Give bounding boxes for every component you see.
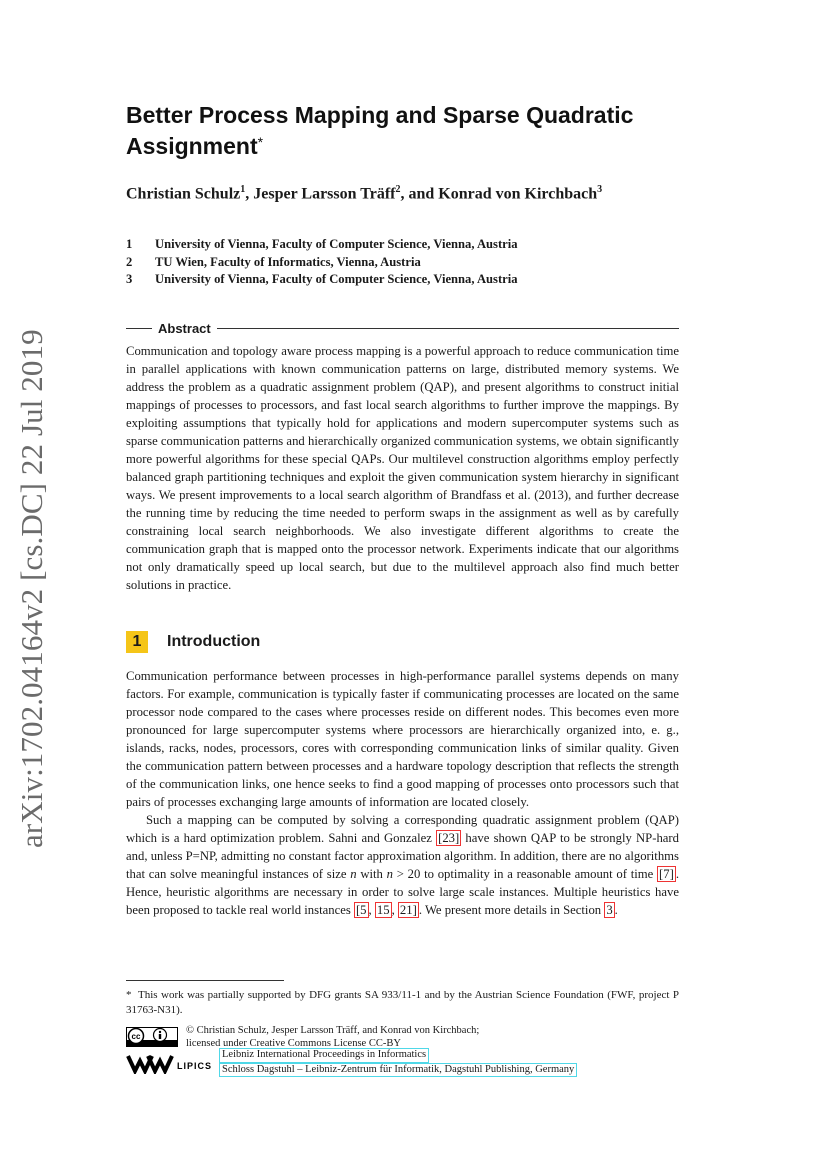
lipics-logo-text: LIPICS bbox=[177, 1061, 213, 1071]
heading-rule bbox=[217, 328, 679, 329]
author-3-affil: 3 bbox=[597, 184, 603, 195]
citation-link[interactable]: [7] bbox=[659, 867, 674, 881]
introduction-body bbox=[126, 667, 679, 919]
author-3: Konrad von Kirchbach bbox=[438, 185, 598, 203]
cc-by-license-icon[interactable] bbox=[126, 1027, 178, 1047]
footnote-text: This work was partially supported by DFG grants SA 933/11-1 and by the Austrian Science Foundation (FWF, project P 31763-N31). bbox=[126, 989, 679, 1016]
author-2: Jesper Larsson Träff bbox=[253, 185, 396, 203]
affiliation-text: University of Vienna, Faculty of Computer Science, Vienna, Austria bbox=[155, 237, 518, 251]
text: with bbox=[356, 867, 387, 881]
author-sep: , bbox=[245, 185, 254, 203]
author-1-affil: 1 bbox=[240, 184, 246, 195]
citation-link[interactable]: 21] bbox=[399, 903, 417, 917]
lipics-info bbox=[219, 1048, 577, 1077]
author-1: Christian Schulz bbox=[126, 185, 241, 203]
citation-link[interactable]: [5 bbox=[355, 903, 367, 917]
affiliation-number: 3 bbox=[126, 272, 133, 286]
math-var: n bbox=[350, 867, 357, 881]
lipics-logo-icon bbox=[126, 1052, 216, 1074]
footnote-mark: * bbox=[126, 989, 132, 1001]
abstract-heading bbox=[126, 321, 679, 336]
affiliation-item bbox=[126, 271, 518, 289]
affiliation-number: 1 bbox=[126, 237, 133, 251]
section-link[interactable]: 3 bbox=[606, 903, 613, 917]
arxiv-id: arXiv:1702.04164v2 [cs.DC] 22 Jul 2019 bbox=[14, 329, 49, 848]
text: . bbox=[614, 903, 618, 917]
author-list bbox=[126, 179, 666, 204]
math-var: n bbox=[386, 867, 393, 881]
license-text bbox=[186, 1025, 479, 1050]
text: . We present more details in Section bbox=[418, 903, 605, 917]
affiliation-text: TU Wien, Faculty of Informatics, Vienna, Austria bbox=[155, 254, 421, 269]
lipics-link[interactable]: Leibniz International Proceedings in Informatics bbox=[219, 1048, 429, 1063]
abstract-heading-text: Abstract bbox=[158, 321, 211, 336]
affiliation-text: University of Vienna, Faculty of Computer Science, Vienna, Austria bbox=[155, 272, 518, 286]
author-2-affil: 2 bbox=[395, 184, 401, 195]
section-heading-introduction bbox=[126, 631, 260, 653]
citation-link[interactable]: [23] bbox=[438, 831, 460, 845]
paper-title bbox=[126, 100, 686, 162]
svg-text:cc: cc bbox=[131, 1032, 141, 1041]
text: > 20 to optimality in a reasonable amount of time bbox=[393, 867, 658, 881]
paragraph bbox=[126, 811, 679, 919]
license-line: licensed under Creative Commons License CC-BY bbox=[186, 1037, 401, 1049]
arxiv-sidebar-stamp bbox=[6, 329, 58, 848]
footnote bbox=[126, 988, 679, 1017]
title-footnote-mark[interactable]: * bbox=[257, 134, 264, 150]
dagstuhl-link[interactable]: Schloss Dagstuhl – Leibniz-Zentrum für Informatik, Dagstuhl Publishing, Germany bbox=[219, 1063, 577, 1078]
paper-title-text: Better Process Mapping and Sparse Quadratic Assignment bbox=[126, 102, 634, 159]
citation-link[interactable]: 15 bbox=[376, 903, 390, 917]
footnote-rule bbox=[126, 980, 284, 981]
text: have shown QAP to be strongly NP-hard and, unless P=NP, admitting no constant factor approximation algorithm. In addition, there are no algorithms that can solve meaningful instances of size bbox=[126, 831, 679, 881]
text: , bbox=[391, 903, 398, 917]
section-number-badge: 1 bbox=[126, 631, 148, 653]
abstract-body: Communication and topology aware process mapping is a powerful approach to reduce communication time in parallel applications with known communication patterns on large, distributed memory systems. We address the problem as a quadratic assignment problem (QAP), and present algorithms to construct initial mappings of processes to processors, and fast local search algorithms to further improve the mappings. By exploiting assumptions that typically hold for applications and modern supercomputer systems such as sparse communication patterns and hierarchically organized communication systems, we obtain significantly more powerful algorithms for these special QAPs. Our multilevel construction algorithms employ perfectly balanced graph partitioning techniques and exploit the given communication system hierarchy in significant ways. We present improvements to a local search algorithm of Brandfass et al. (2013), and further decrease the running time by reducing the time needed to perform swaps in the assignment as well as by carefully constraining local search neighborhoods. We also investigate different algorithms to create the communication graph that is mapped onto the processor network. Experiments indicate that our algorithms not only dramatically speed up local search, but due to the multilevel approach also find much better solutions in practice. bbox=[126, 344, 679, 592]
author-sep: , and bbox=[400, 185, 439, 203]
text: . Hence, heuristic algorithms are necessary in order to solve large scale instances. Multiple heuristics have been proposed to tackle real world instances bbox=[126, 867, 679, 917]
affiliation-item bbox=[126, 236, 518, 254]
paragraph: Communication performance between processes in high-performance parallel systems depends on many factors. For example, communication is typically faster if communicating processes are located on the same processor node compared to the cases where processes reside on different nodes. This becomes even more pronounced for large supercomputer systems where processors are hierarchically organized into, e. g., islands, racks, nodes, processors, cores with corresponding communication links of similar quality. Given the communication pattern between processes and a hardware topology description that reflects the strength of the communication links, one hence seeks to find a good mapping of processes onto processors such that pairs of processes exchanging large amounts of information are located closely. bbox=[126, 669, 679, 809]
affiliation-list bbox=[126, 236, 518, 289]
text: , bbox=[368, 903, 375, 917]
text: Such a mapping can be computed by solving a corresponding quadratic assignment problem (QAP) which is a hard optimization problem. Sahni and Gonzalez bbox=[126, 813, 679, 845]
heading-rule bbox=[126, 328, 152, 329]
affiliation-item bbox=[126, 254, 518, 272]
section-title: Introduction bbox=[167, 633, 261, 650]
affiliation-number: 2 bbox=[126, 254, 133, 269]
license-line: © Christian Schulz, Jesper Larsson Träff, and Konrad von Kirchbach; bbox=[186, 1025, 480, 1036]
